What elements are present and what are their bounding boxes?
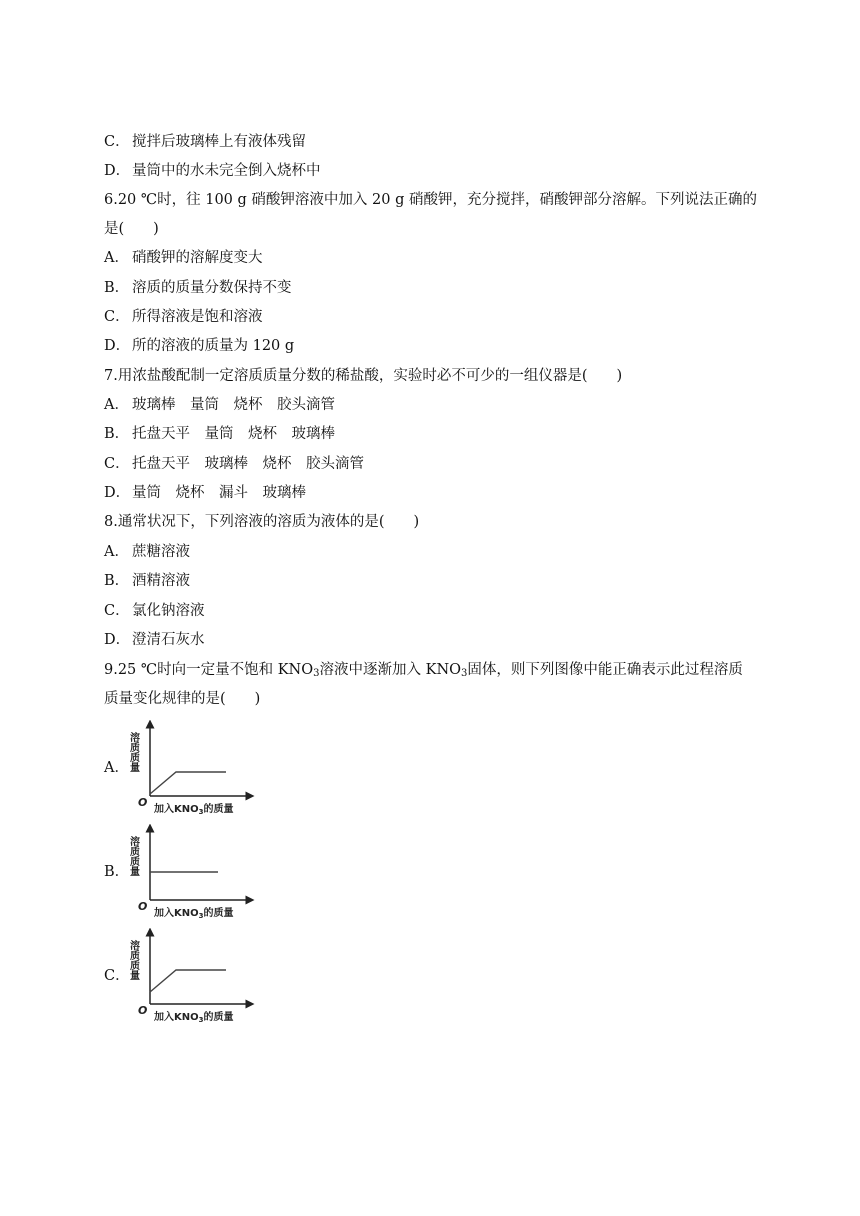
option-text: 所得溶液是饱和溶液 <box>132 309 263 325</box>
option-label: A． <box>104 544 129 560</box>
q5-option-d <box>104 161 321 181</box>
option-label: C． <box>104 456 130 472</box>
stem-part: 固体，则下列图像中能正确表示此过程溶质 <box>467 662 743 678</box>
option-label: A． <box>104 397 129 413</box>
option-label: B． <box>104 864 130 880</box>
q7-stem: 7.用浓盐酸配制一定溶质质量分数的稀盐酸，实验时必不可少的一组仪器是( ) <box>104 368 623 384</box>
q9-option-b <box>104 824 304 920</box>
option-label: A． <box>104 250 129 266</box>
x-axis-label: 加入$KNO_3$的质量 <box>154 908 234 920</box>
option-text: 酒精溶液 <box>132 573 190 589</box>
option-label: C． <box>104 309 130 325</box>
y-axis-label: 溶质质量 <box>127 940 139 980</box>
origin-label: O <box>138 796 148 809</box>
option-label: A． <box>104 760 129 776</box>
option-text: 溶质的质量分数保持不变 <box>132 280 292 296</box>
q8-stem: 8.通常状况下，下列溶液的溶质为液体的是( ) <box>104 514 420 530</box>
option-text: 澄清石灰水 <box>132 632 205 648</box>
q8-option-d <box>104 630 205 650</box>
q5-option-c <box>104 132 306 152</box>
option-text: 量筒中的水未完全倒入烧杯中 <box>132 163 321 179</box>
option-label: C． <box>104 968 130 984</box>
option-label: B． <box>104 426 130 442</box>
option-text: 托盘天平 量筒 烧杯 玻璃棒 <box>132 426 335 442</box>
q7-option-c <box>104 454 364 474</box>
q9-stem-line2: 质量变化规律的是( ) <box>104 691 261 707</box>
q6-option-b <box>104 278 292 298</box>
option-label: C． <box>104 134 130 150</box>
q8-option-b <box>104 571 190 591</box>
subscript: 3 <box>461 668 468 679</box>
option-text: 蔗糖溶液 <box>132 544 190 560</box>
option-label: D． <box>104 338 131 354</box>
q6-option-d <box>104 336 294 356</box>
q7-option-b <box>104 424 335 444</box>
q8-option-a <box>104 542 190 562</box>
q7-option-a <box>104 395 335 415</box>
option-text: 托盘天平 玻璃棒 烧杯 胶头滴管 <box>132 456 364 472</box>
x-axis-label: 加入$KNO_3$的质量 <box>154 804 234 816</box>
curve <box>150 772 226 794</box>
graph-c <box>126 928 276 1024</box>
y-axis-label: 溶质质量 <box>127 732 139 772</box>
q9-option-c <box>104 928 304 1024</box>
option-label: D． <box>104 485 131 501</box>
y-axis-label: 溶质质量 <box>127 836 139 876</box>
stem-part: 9.25 ℃时向一定量不饱和 KNO <box>104 662 314 678</box>
q6-stem-line1: 6.20 ℃时，往 100 g 硝酸钾溶液中加入 20 g 硝酸钾，充分搅拌，硝酸钾部分溶解。下列说法正确的 <box>104 192 757 208</box>
option-text: 硝酸钾的溶解度变大 <box>132 250 263 266</box>
option-label: B． <box>104 573 130 589</box>
curve <box>150 970 226 992</box>
graph-a <box>126 720 276 816</box>
option-text: 氯化钠溶液 <box>132 603 205 619</box>
graph-b <box>126 824 276 920</box>
q9-option-a <box>104 720 304 816</box>
q6-stem-line2: 是( ) <box>104 221 159 237</box>
option-label: D． <box>104 163 131 179</box>
option-text: 量筒 烧杯 漏斗 玻璃棒 <box>132 485 306 501</box>
subscript: 3 <box>313 668 320 679</box>
q7-option-d <box>104 483 306 503</box>
q9-stem-line1 <box>104 660 743 684</box>
option-text: 所的溶液的质量为 120 g <box>132 338 295 354</box>
stem-part: 溶液中逐渐加入 KNO <box>319 662 462 678</box>
option-label: B． <box>104 280 130 296</box>
option-label: C． <box>104 603 130 619</box>
option-text: 玻璃棒 量筒 烧杯 胶头滴管 <box>132 397 335 413</box>
option-label: D． <box>104 632 131 648</box>
origin-label: O <box>138 900 148 913</box>
q6-option-c <box>104 307 263 327</box>
q8-option-c <box>104 601 205 621</box>
x-axis-label: 加入$KNO_3$的质量 <box>154 1012 234 1024</box>
option-text: 搅拌后玻璃棒上有液体残留 <box>132 134 306 150</box>
q6-option-a <box>104 248 263 268</box>
origin-label: O <box>138 1004 148 1017</box>
